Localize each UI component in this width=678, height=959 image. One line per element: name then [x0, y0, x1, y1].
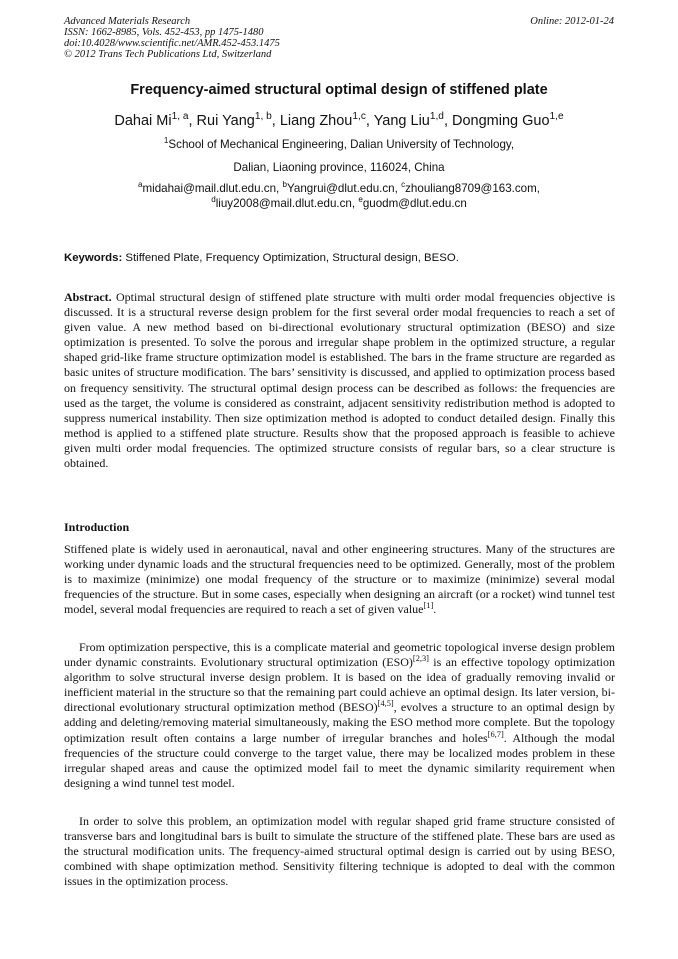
author-sup: 1,e [549, 111, 564, 123]
email-a[interactable]: midahai@mail.dlut.edu.cn [142, 182, 277, 195]
online-date: Online: 2012-01-24 [530, 16, 614, 27]
doi-line: doi:10.4028/www.scientific.net/AMR.452-453.1475 [64, 38, 280, 49]
author-name: Rui Yang [196, 113, 255, 129]
email-line-1: $^a$midahai@mail.dlut.edu.cn, $^b$Yangrui@dlut.edu.cn, $^c$zhouliang8709@163.com, [137, 180, 541, 195]
email-e[interactable]: guodm@dlut.edu.cn [362, 197, 467, 210]
journal-name: Advanced Materials Research [64, 16, 191, 27]
keywords-label: Keywords: [64, 252, 123, 264]
affiliation-sup: 1 [163, 136, 169, 146]
citation: [6,7] [487, 729, 504, 739]
citation: [2,3] [412, 654, 429, 664]
author-name: Liang Zhou [279, 113, 353, 129]
issn-line: ISSN: 1662-8985, Vols. 452-453, pp 1475-1480 [64, 27, 264, 38]
journal-meta [64, 16, 280, 60]
section-heading-introduction: Introduction [64, 520, 130, 534]
affiliation-line-1 [0, 138, 678, 151]
citation: [4,5] [377, 699, 394, 709]
intro-paragraph-3: In order to solve this problem, an optimization model with regular shaped grid frame structure consisted of transverse bars and longitudinal bars is built to simulate the structure of the stiffened plate. These bars are used as the structural modification units. The frequency-aimed structural optimal design is carried out by using BESO, combined with shape optimization method. Sensitivity filtering technique is adopted to deal with the common issues in the optimization process. [64, 814, 615, 889]
author-name: Dahai Mi [114, 113, 172, 129]
abstract-label: Abstract. [64, 290, 112, 304]
copyright-line: © 2012 Trans Tech Publications Ltd, Switzerland [64, 49, 272, 60]
email-c[interactable]: zhouliang8709@163.com [405, 182, 537, 195]
paper-title: Frequency-aimed structural optimal design of stiffened plate [130, 82, 548, 98]
affiliation-line-2: Dalian, Liaoning province, 116024, China [233, 161, 445, 174]
abstract-text: Optimal structural design of stiffened plate structure with multi order modal frequencies objective is discussed. It is a structural reverse design problem for the first several order modal frequencies to reach a set of given value. A new method based on bi-directional evolutionary structural optimization (BESO) and size optimization is presented. To solve the porous and irregular shape problem in the optimized structure, a regular shaped grid-like frame structure optimization model is established. The bars in the frame structure are regarded as basic unites of structure modification. The bars’ sensitivity is discussed, and applied to optimization process based on frequency sensitivity. The structural optimal design process can be described as follows: the frequencies are used as the target, the volume is considered as constraint, adjacent sensitivity redistribution method is adopted to suppress numerical instability. Then size optimization method is adopted to conduct detailed design. Finally this method is applied to a stiffened plate structure. Results show that the proposed approach is feasible to achieve given multi order modal frequencies. The optimized structure consists of regular bars, so a clear structure is obtained. [64, 290, 615, 471]
keywords-text: Stiffened Plate, Frequency Optimization, Structural design, BESO. [125, 252, 459, 264]
citation: [1] [423, 601, 434, 611]
author-name: Dongming Guo [452, 113, 550, 129]
email-d[interactable]: liuy2008@mail.dlut.edu.cn [215, 197, 352, 210]
intro-paragraph-2: From optimization perspective, this is a complicate material and geometric topological inverse design problem under dynamic constraints. Evolutionary structural optimization (ESO)[2,3] is an effective topology optimization algorithm to solve structural inverse design problem. It is based on the idea of gradually removing invalid or inefficient material in the structure so that the remaining part could achieve an optimal design. Its later version, bi-directional evolutionary structural optimization method (BESO)[4,5], evolves a structure to an optimal design by adding and deleting/removing material simultaneously, making the ESO method more complete. But the topology optimization result often contains a large number of irregular branches and holes[6,7]. Although the modal frequencies of the structure could converge to the target value, there may be localized modes problem in these irregular shaped areas and cause the optimized model fail to meet the dynamic similarity requirement when designing a wind tunnel test model. [64, 640, 616, 790]
author-sup: 1,d [429, 111, 444, 123]
email-b[interactable]: Yangrui@dlut.edu.cn [287, 182, 395, 195]
author-sup: 1,c [352, 111, 366, 123]
author-list: Dahai Mi$^{1, a}$, Rui Yang$^{1, b}$, Liang Zhou$^{1,c}$, Yang Liu$^{1,d}$, Dongming Guo$^{1,e}$ [114, 111, 564, 129]
author-name: Yang Liu [373, 113, 430, 129]
author-sup: 1, b [254, 111, 272, 123]
abstract [64, 290, 615, 471]
keywords [64, 252, 624, 264]
affiliation-text: School of Mechanical Engineering, Dalian University of Technology, [168, 138, 515, 151]
intro-paragraph-1: Stiffened plate is widely used in aeronautical, naval and other engineering structures. Many of the structures are working under dynamic loads and the structural frequencies need to be optimized. Generally, most of the problem is to maximize (minimize) one modal frequency of the structure or to maximize (minimize) several modal frequencies of the structure. But in some cases, especially when designing an aircraft (or a rocket) wind tunnel test model, several modal frequencies are required to reach a set of given value[1]. [64, 542, 615, 617]
author-sup: 1, a [171, 111, 189, 123]
email-line-2: $^d$liuy2008@mail.dlut.edu.cn, $^e$guodm@dlut.edu.cn [211, 195, 467, 210]
